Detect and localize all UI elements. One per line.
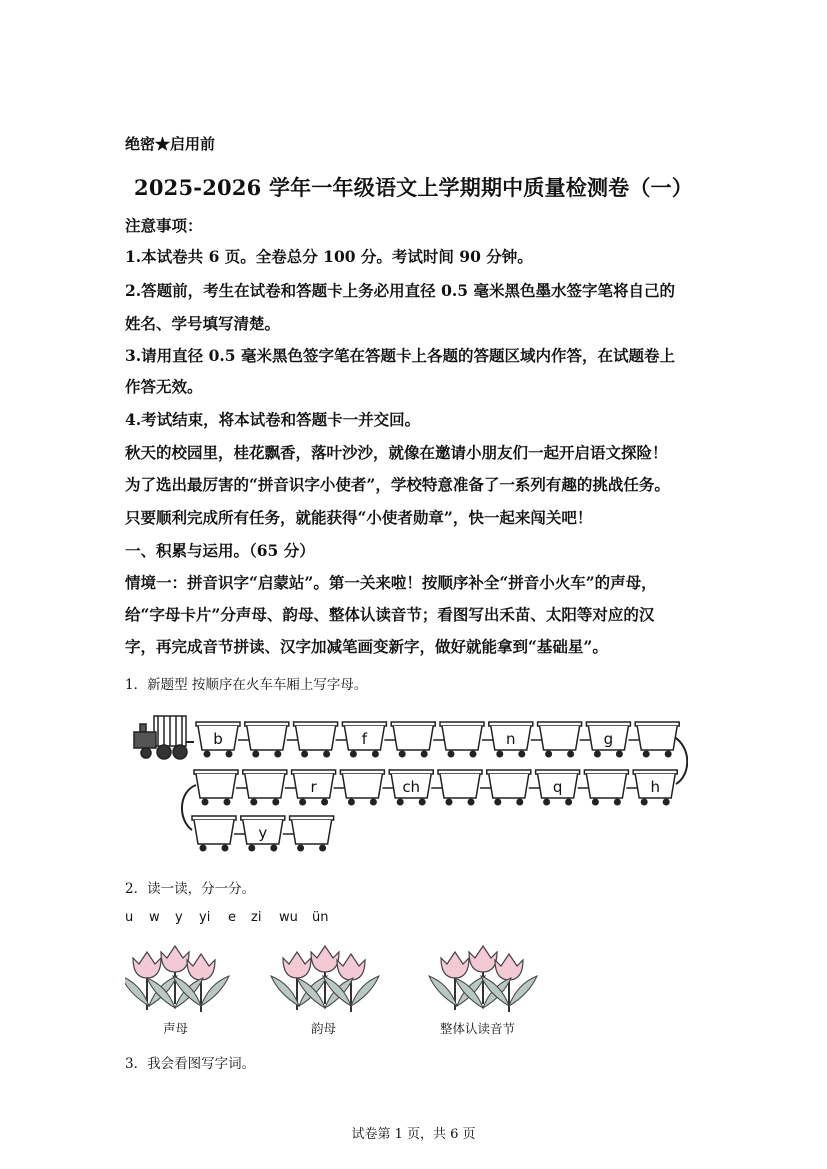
train-car bbox=[294, 722, 338, 758]
notice-line: 3.请用直径 0.5 毫米黑色签字笔在答题卡上各题的答题区域内作答，在试题卷上 bbox=[125, 346, 675, 365]
train-car-letter: b bbox=[213, 730, 223, 748]
train-car bbox=[586, 722, 630, 758]
pinyin-card: wu bbox=[279, 910, 298, 925]
train-car bbox=[635, 722, 679, 758]
page-title: 2025-2026 学年一年级语文上学期期中质量检测卷（一） bbox=[134, 175, 693, 200]
train-car bbox=[241, 816, 285, 852]
notice-line: 4.考试结束，将本试卷和答题卡一并交回。 bbox=[125, 410, 421, 429]
train-car bbox=[440, 722, 484, 758]
train-car-letter: g bbox=[603, 730, 614, 748]
flower-label-shengmu: 声母 bbox=[163, 1021, 189, 1036]
notice-line: 作答无效。 bbox=[125, 377, 203, 396]
train-car bbox=[192, 816, 236, 852]
flower-label-zhengti: 整体认读音节 bbox=[440, 1021, 516, 1036]
train-car bbox=[391, 722, 435, 758]
notice-line: 姓名、学号填写清楚。 bbox=[125, 314, 281, 333]
pinyin-card: zi bbox=[251, 910, 262, 925]
intro-line: 为了选出最厉害的“拼音识字小使者”，学校特意准备了一系列有趣的挑战任务。 bbox=[125, 475, 670, 494]
train-car-letter: q bbox=[552, 778, 563, 796]
train-car bbox=[633, 770, 677, 806]
notice-line: 1.本试卷共 6 页。全卷总分 100 分。考试时间 90 分钟。 bbox=[125, 247, 533, 266]
intro-line: 秋天的校园里，桂花飘香，落叶沙沙，就像在邀请小朋友们一起开启语文探险！ bbox=[125, 443, 668, 462]
scenario-line: 字，再完成音节拼读、汉字加减笔画变新字，做好就能拿到“基础星”。 bbox=[125, 637, 608, 656]
train-car-letter: r bbox=[310, 778, 317, 796]
locomotive-icon bbox=[134, 716, 187, 759]
train-car bbox=[243, 770, 287, 806]
train-car bbox=[342, 722, 386, 758]
train-car bbox=[438, 770, 482, 806]
pinyin-card: e bbox=[228, 910, 236, 925]
train-car-letter: h bbox=[650, 778, 660, 796]
train-car bbox=[245, 722, 289, 758]
pinyin-card: ün bbox=[312, 910, 329, 925]
question-2: 2．读一读，分一分。 bbox=[125, 881, 256, 897]
intro-line: 只要顺利完成所有任务，就能获得“小使者勋章”，快一起来闯关吧！ bbox=[125, 508, 593, 527]
train-car bbox=[194, 770, 238, 806]
question-1: 1．新题型 按顺序在火车车厢上写字母。 bbox=[125, 677, 368, 693]
pinyin-card: w bbox=[149, 910, 160, 925]
pinyin-card: u bbox=[125, 910, 134, 925]
pinyin-card: y bbox=[175, 910, 183, 925]
train-car bbox=[538, 722, 582, 758]
scenario-line: 情境一：拼音识字“启蒙站”。第一关来啦！按顺序补全“拼音小火车”的声母， bbox=[125, 573, 657, 592]
train-car bbox=[290, 816, 334, 852]
scenario-line: 给“字母卡片”分声母、韵母、整体认读音节；看图写出禾苗、太阳等对应的汉 bbox=[125, 605, 655, 624]
train-car bbox=[584, 770, 628, 806]
pinyin-train-illustration bbox=[128, 708, 688, 860]
notice-line: 2.答题前，考生在试卷和答题卡上务必用直径 0.5 毫米黑色墨水签字笔将自己的 bbox=[125, 281, 675, 300]
section-heading: 一、积累与运用。（65 分） bbox=[125, 541, 315, 560]
train-car bbox=[487, 770, 531, 806]
train-car bbox=[292, 770, 336, 806]
train-car bbox=[536, 770, 580, 806]
train-car bbox=[196, 722, 240, 758]
train-car bbox=[489, 722, 533, 758]
train-car-letter: ch bbox=[402, 778, 421, 796]
train-car-letter: f bbox=[361, 730, 368, 748]
train-car-letter: n bbox=[506, 730, 516, 748]
flower-groups bbox=[125, 938, 545, 1018]
question-3: 3．我会看图写字词。 bbox=[125, 1056, 256, 1072]
train-car-letter: y bbox=[258, 824, 268, 842]
notice-heading: 注意事项： bbox=[125, 216, 203, 235]
train-car bbox=[340, 770, 384, 806]
pinyin-card: yi bbox=[199, 910, 211, 925]
confidential-mark: 绝密★启用前 bbox=[125, 135, 216, 153]
page-footer: 试卷第 1 页，共 6 页 bbox=[351, 1127, 476, 1142]
train-car bbox=[389, 770, 433, 806]
flower-label-yunmu: 韵母 bbox=[311, 1021, 337, 1036]
